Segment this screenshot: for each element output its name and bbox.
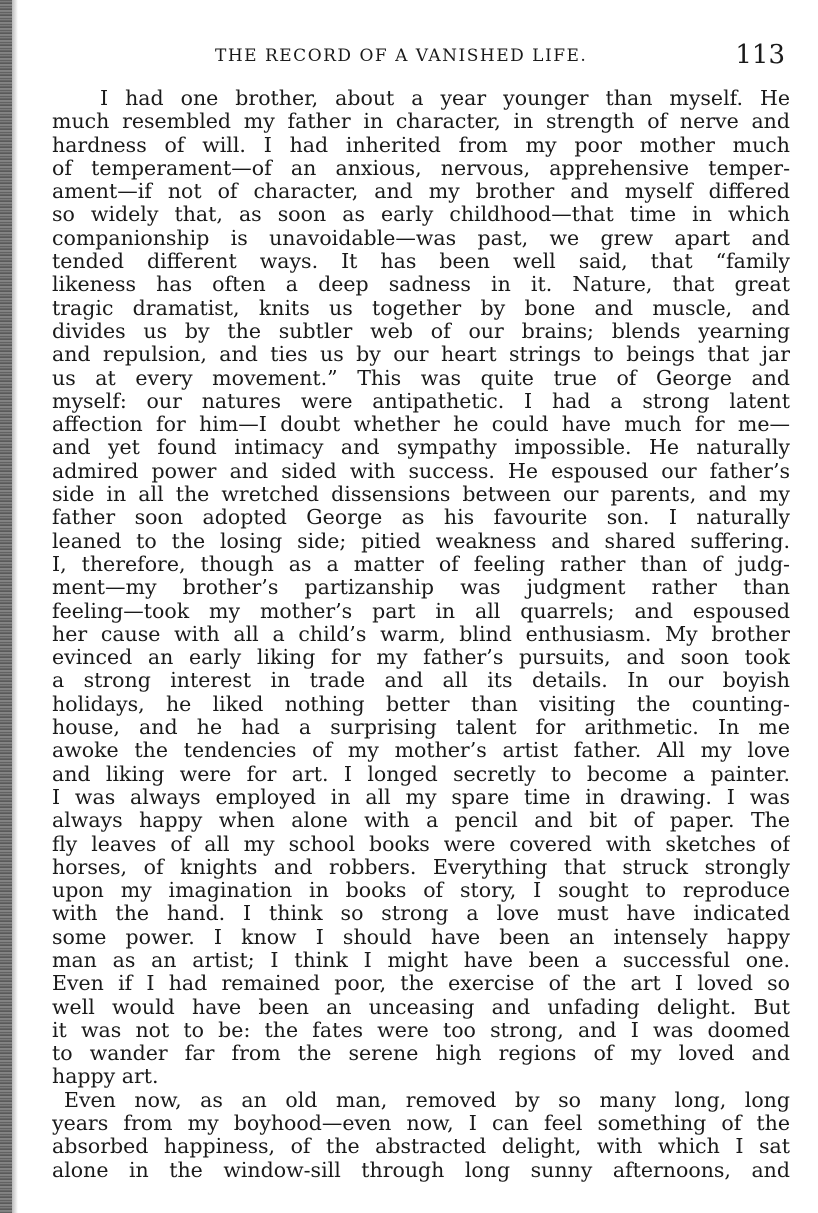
text-line: and yet found intimacy and sympathy impossible. He naturally — [52, 436, 790, 460]
text-line: a strong interest in trade and all its details. In our boyish — [52, 669, 790, 693]
text-line: ament—if not of character, and my brother and myself differed — [52, 180, 790, 204]
text-line: happy art. — [52, 1065, 159, 1089]
text-line: side in all the wretched dissensions between our parents, and my — [52, 483, 790, 507]
text-line: ment—my brother’s partizanship was judgment rather than — [52, 576, 790, 600]
text-line: divides us by the subtler web of our brains; blends yearning — [52, 319, 790, 343]
text-line: alone in the window-sill through long sunny afternoons, and — [52, 1158, 790, 1182]
text-line: upon my imagination in books of story, I sought to reproduce — [52, 879, 790, 903]
page-number: 113 — [735, 40, 785, 70]
text-line: much resembled my father in character, in strength of nerve and — [52, 110, 790, 134]
text-line: and repulsion, and ties us by our heart strings to beings that jar — [52, 343, 790, 367]
text-line: I, therefore, though as a matter of feeling rather than of judg- — [52, 552, 790, 576]
text-line: feeling—took my mother’s part in all quarrels; and espoused — [52, 599, 790, 623]
text-line: it was not to be: the fates were too strong, and I was doomed — [52, 1018, 790, 1042]
text-line: Even if I had remained poor, the exercise of the art I loved so — [52, 972, 790, 996]
text-line: horses, of knights and robbers. Everything that struck strongly — [52, 855, 790, 879]
running-title: THE RECORD OF A VANISHED LIFE. — [215, 46, 588, 66]
text-line: with the hand. I think so strong a love must have indicated — [52, 902, 790, 926]
text-line: and liking were for art. I longed secretly to become a painter. — [52, 762, 790, 786]
text-line: tended different ways. It has been well said, that “family — [52, 250, 790, 274]
page-header — [215, 40, 785, 74]
text-line: tragic dramatist, knits us together by bone and muscle, and — [52, 296, 790, 320]
page-binding-edge — [0, 0, 12, 1213]
text-line: evinced an early liking for my father’s pursuits, and soon took — [52, 646, 790, 670]
text-line: to wander far from the serene high regions of my loved and — [52, 1042, 790, 1066]
text-line: hardness of will. I had inherited from my poor mother much — [52, 133, 790, 157]
body-text — [52, 87, 790, 1182]
text-line: I was always employed in all my spare time in drawing. I was — [52, 785, 790, 809]
text-line: Even now, as an old man, removed by so many long, long — [64, 1088, 790, 1112]
text-line: some power. I know I should have been an intensely happy — [52, 925, 790, 949]
text-line: companionship is unavoidable—was past, we grew apart and — [52, 226, 790, 250]
text-line: her cause with all a child’s warm, blind enthusiasm. My brother — [52, 622, 790, 646]
page-binding-shadow — [12, 0, 18, 1213]
text-line: us at every movement.” This was quite true of George and — [52, 366, 790, 390]
text-line: awoke the tendencies of my mother’s artist father. All my love — [52, 739, 790, 763]
text-line: I had one brother, about a year younger than myself. He — [100, 87, 790, 110]
text-line: holidays, he liked nothing better than visiting the counting- — [52, 692, 790, 716]
text-line: absorbed happiness, of the abstracted delight, with which I sat — [52, 1135, 790, 1159]
text-line: years from my boyhood—even now, I can feel something of the — [52, 1112, 790, 1136]
text-line: fly leaves of all my school books were covered with sketches of — [52, 832, 790, 856]
text-line: leaned to the losing side; pitied weakness and shared suffering. — [52, 529, 790, 553]
text-line: affection for him—I doubt whether he could have much for me— — [52, 413, 790, 437]
text-line: so widely that, as soon as early childhood—that time in which — [52, 203, 790, 227]
text-line: admired power and sided with success. He espoused our father’s — [52, 459, 790, 483]
text-line: man as an artist; I think I might have been a successful one. — [52, 948, 790, 972]
text-line: of temperament—of an anxious, nervous, apprehensive temper- — [52, 156, 790, 180]
text-line: always happy when alone with a pencil and bit of paper. The — [52, 809, 790, 833]
text-line: likeness has often a deep sadness in it. Nature, that great — [52, 273, 790, 297]
text-line: house, and he had a surprising talent for arithmetic. In me — [52, 716, 790, 740]
text-line: father soon adopted George as his favourite son. I naturally — [52, 506, 790, 530]
text-line: myself: our natures were antipathetic. I had a strong latent — [52, 389, 790, 413]
text-line: well would have been an unceasing and unfading delight. But — [52, 995, 790, 1019]
